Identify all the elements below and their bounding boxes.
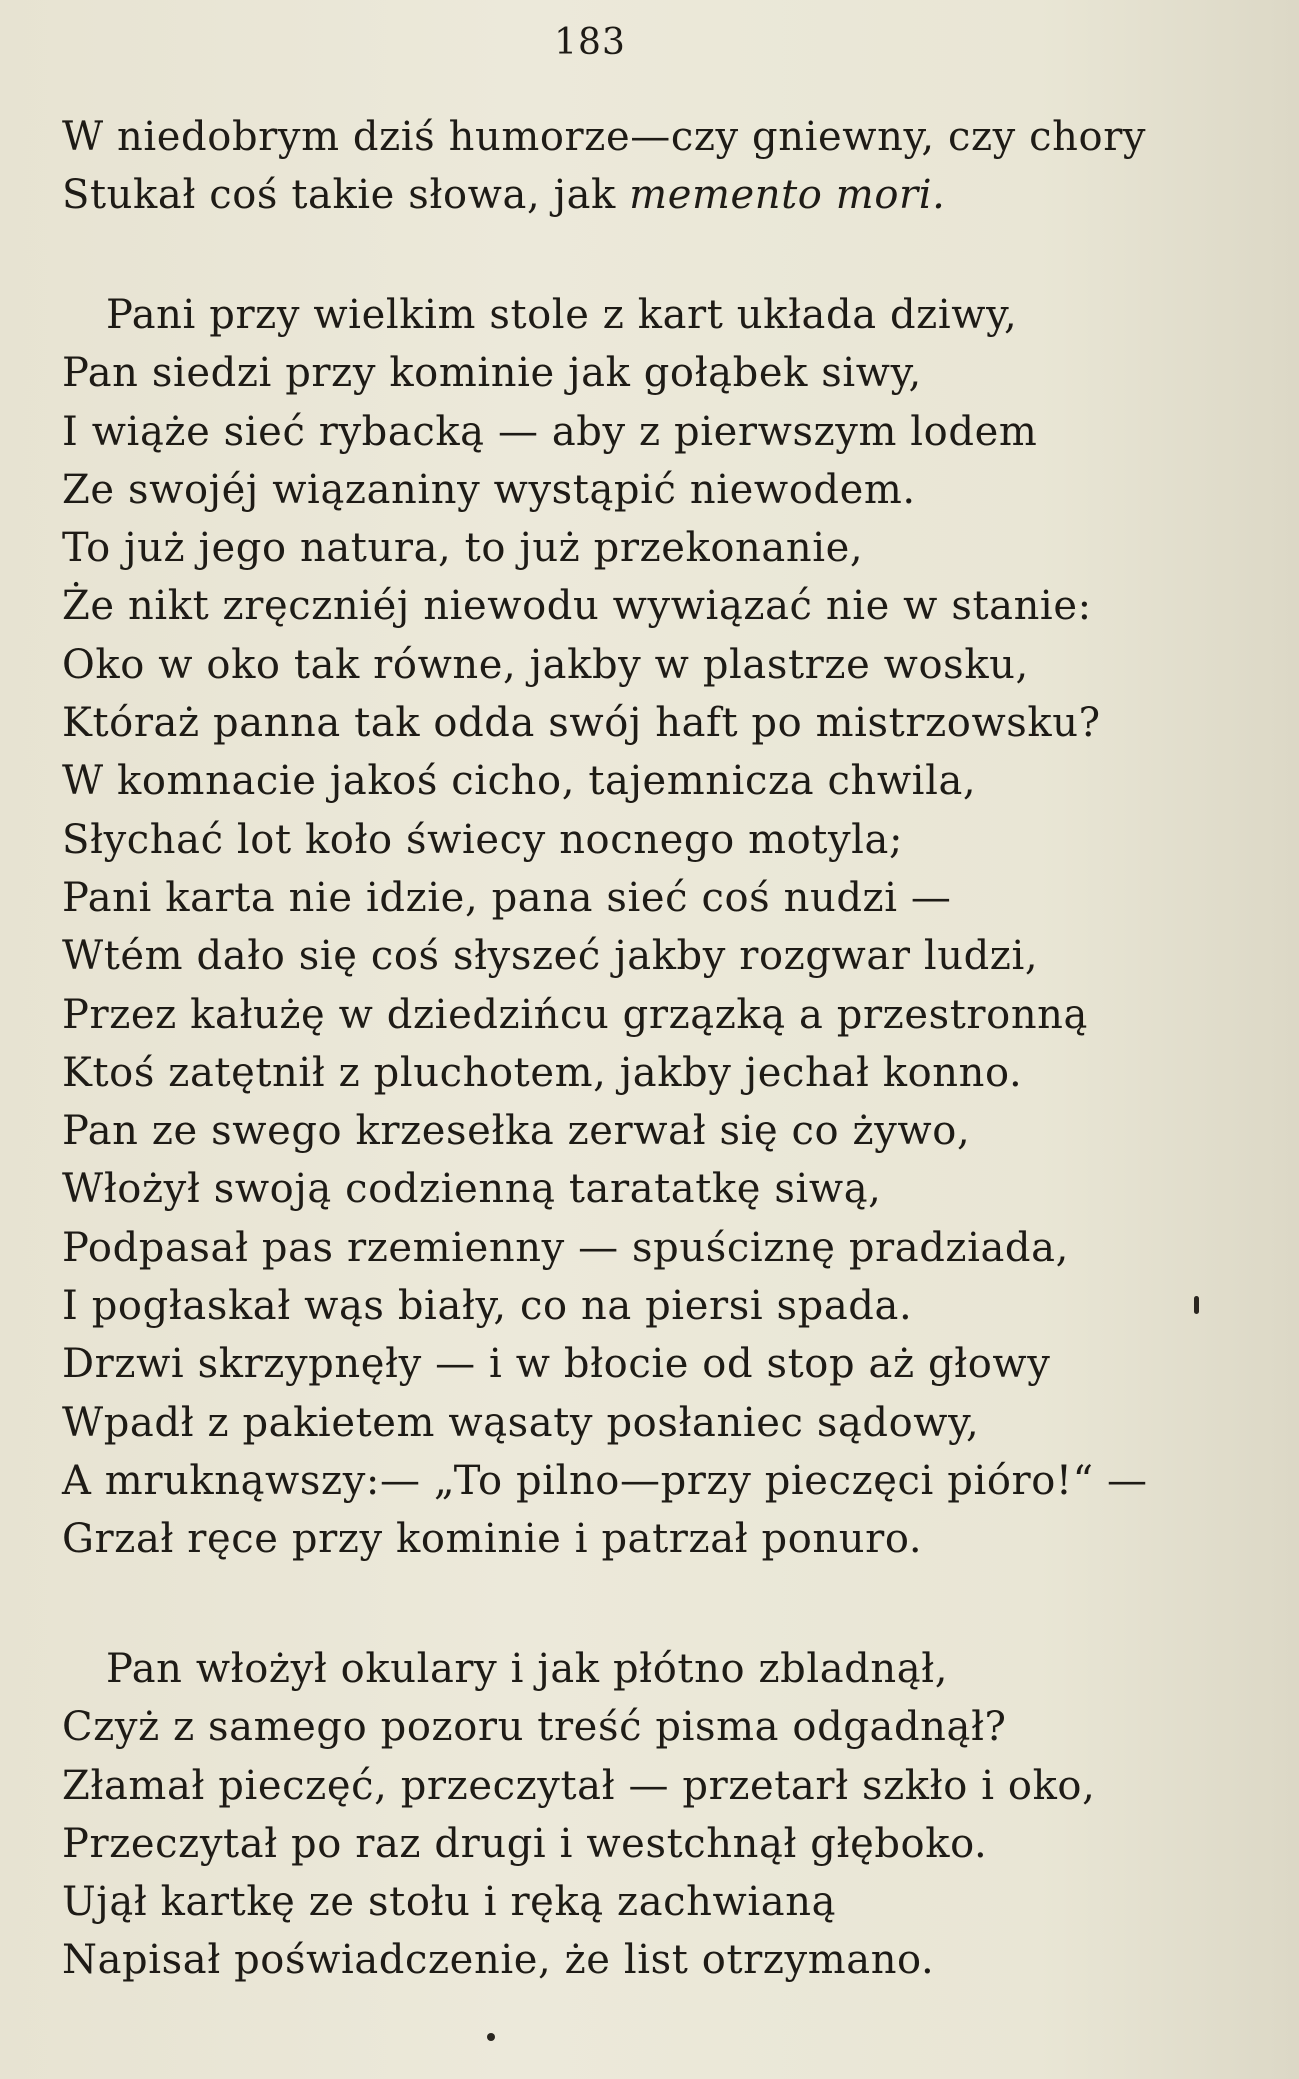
verse-line: Że nikt zręczniéj niewodu wywiązać nie w stanie: bbox=[62, 583, 1092, 630]
verse-line: Pani karta nie idzie, pana sieć coś nudzi — bbox=[62, 874, 952, 921]
stanza-1 bbox=[62, 108, 1172, 225]
verse-line bbox=[62, 166, 1172, 224]
verse-line: Przez kałużę w dziedzińcu grzązką a przestronną bbox=[62, 991, 1088, 1038]
verse-line: Ktoś zatętnił z pluchotem, jakby jechał konno. bbox=[62, 1049, 1023, 1096]
verse-line: Włożył swoją codzienną taratatkę siwą, bbox=[62, 1166, 882, 1213]
verse-line: Grzał ręce przy kominie i patrzał ponuro. bbox=[62, 1516, 923, 1563]
verse-line: Pan siedzi przy kominie jak gołąbek siwy, bbox=[62, 350, 922, 397]
latin-phrase: memento mori. bbox=[629, 172, 946, 219]
verse-line: Złamał pieczęć, przeczytał — przetarł szkło i oko, bbox=[62, 1762, 1096, 1809]
print-speck bbox=[1194, 1296, 1199, 1314]
verse-line: Czyż z samego pozoru treść pisma odgadnął? bbox=[62, 1704, 1007, 1751]
verse-line bbox=[62, 108, 1172, 166]
verse-line: I wiąże sieć rybacką — aby z pierwszym lodem bbox=[62, 408, 1038, 455]
verse-line: Wtém dało się coś słyszeć jakby rozgwar ludzi, bbox=[62, 933, 1039, 980]
verse-line: Napisał poświadczenie, że list otrzymano. bbox=[62, 1937, 935, 1984]
verse-line: I pogłaskał wąs biały, co na piersi spada. bbox=[62, 1283, 913, 1330]
verse-line: Drzwi skrzypnęły — i w błocie od stop aż głowy bbox=[62, 1341, 1051, 1388]
verse-line: Któraż panna tak odda swój haft po mistrzowsku? bbox=[62, 700, 1101, 747]
verse-line: Pan włożył okulary i jak płótno zbladnął, bbox=[106, 1646, 949, 1692]
verse-text: Stukał coś takie słowa, jak bbox=[62, 172, 630, 219]
page-number: 183 bbox=[554, 22, 626, 63]
verse-line: Oko w oko tak równe, jakby w plastrze wosku, bbox=[62, 641, 1029, 688]
verse-line: Przeczytał po raz drugi i westchnął głęboko. bbox=[62, 1820, 988, 1867]
verse-text: W niedobrym dziś humorze—czy gniewny, czy chory bbox=[62, 114, 1147, 160]
verse-line: Pan ze swego krzesełka zerwał się co żywo, bbox=[62, 1108, 971, 1155]
stanza-3 bbox=[62, 1640, 1172, 1990]
verse-line: Słychać lot koło świecy nocnego motyla; bbox=[62, 816, 904, 863]
print-dot bbox=[487, 2033, 495, 2041]
verse-line: A mruknąwszy:— „To pilno—przy pieczęci pióro!“ — bbox=[62, 1457, 1148, 1504]
verse-line: Podpasał pas rzemienny — spuściznę pradziada, bbox=[62, 1224, 1069, 1271]
verse-line: Ujął kartkę ze stołu i ręką zachwianą bbox=[62, 1879, 837, 1926]
verse-line: W komnacie jakoś cicho, tajemnicza chwila, bbox=[62, 758, 977, 805]
verse-line: Pani przy wielkim stole z kart układa dziwy, bbox=[106, 292, 1018, 338]
stanza-2 bbox=[62, 286, 1172, 1569]
verse-line: Ze swojéj wiązaniny wystąpić niewodem. bbox=[62, 466, 916, 513]
verse-line: To już jego natura, to już przekonanie, bbox=[62, 525, 864, 572]
verse-line: Wpadł z pakietem wąsaty posłaniec sądowy, bbox=[62, 1399, 980, 1446]
